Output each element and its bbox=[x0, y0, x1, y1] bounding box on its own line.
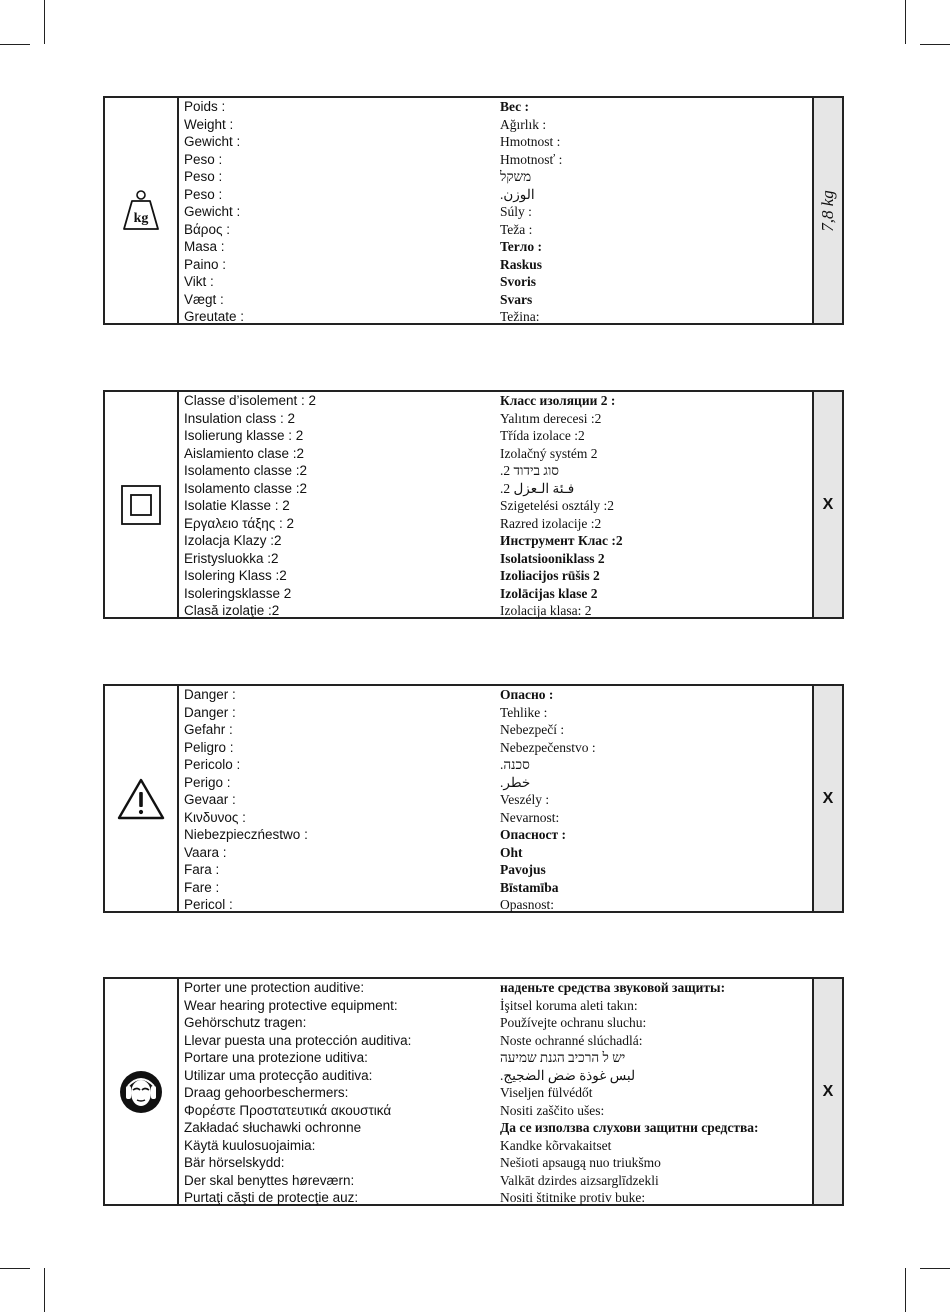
label-cs: Nebezpečí : bbox=[500, 722, 565, 737]
label-bg: Да се използва слухови защитни средства: bbox=[500, 1120, 759, 1135]
label-lt: Svoris bbox=[500, 274, 537, 289]
label-et: Raskus bbox=[500, 256, 543, 272]
label-lt: Izoliacijos rūšis 2 bbox=[500, 568, 600, 583]
label-sk: Hmotnosť : bbox=[500, 151, 563, 167]
insulation-panel bbox=[103, 390, 844, 619]
label-sk: Noste ochranné slúchadlá: bbox=[500, 1032, 643, 1048]
label-nl: Gevaar : bbox=[184, 792, 236, 807]
weight-icon-cell bbox=[105, 98, 179, 323]
label-tr: Ağırlık : bbox=[500, 116, 547, 132]
insulation-value: X bbox=[822, 495, 834, 513]
label-es: Aislamiento clase :2 bbox=[184, 445, 305, 461]
label-es: Peligro : bbox=[184, 739, 234, 755]
label-sl: Nositi zaščito ušes: bbox=[500, 1102, 605, 1118]
label-pl: Zakładać słuchawki ochronne bbox=[184, 1120, 362, 1135]
weight-panel bbox=[103, 96, 844, 325]
label-lt: Pavojus bbox=[500, 862, 546, 877]
label-ru: Опасно : bbox=[500, 687, 554, 702]
weight-value: 7,8 kg bbox=[818, 189, 838, 232]
label-tr: İşitsel koruma aleti takın: bbox=[500, 997, 638, 1013]
label-fr: Classe d’isolement : 2 bbox=[184, 393, 317, 408]
label-hr: Težina: bbox=[500, 309, 540, 324]
insulation-labels-left bbox=[179, 392, 500, 617]
label-el: Κινδυνος : bbox=[184, 809, 246, 825]
label-fi: Paino : bbox=[184, 256, 227, 272]
label-et: Oht bbox=[500, 844, 523, 860]
insulation-labels-right bbox=[500, 392, 812, 617]
label-lv: Valkāt dzirdes aizsarglīdzekli bbox=[500, 1172, 659, 1188]
danger-value-cell bbox=[812, 686, 842, 911]
label-tr: Yalıtım derecesi :2 bbox=[500, 410, 602, 426]
label-sl: Nevarnost: bbox=[500, 809, 560, 825]
warning-triangle-icon bbox=[117, 777, 165, 821]
danger-icon-cell bbox=[105, 686, 179, 911]
label-en: Weight : bbox=[184, 116, 234, 132]
weight-icon-label: kg bbox=[133, 210, 149, 226]
hearing-labels-right bbox=[500, 979, 812, 1204]
weight-labels-left bbox=[179, 98, 500, 323]
label-sk: Nebezpečenstvo : bbox=[500, 739, 596, 755]
label-cs: Hmotnost : bbox=[500, 134, 561, 149]
crop-mark bbox=[905, 1268, 906, 1312]
crop-mark bbox=[44, 1268, 45, 1312]
label-fi: Käytä kuulosuojaimia: bbox=[184, 1137, 316, 1153]
label-es: Llevar puesta una protección auditiva: bbox=[184, 1032, 412, 1048]
crop-mark bbox=[905, 0, 906, 44]
label-pt: Peso : bbox=[184, 186, 223, 202]
label-it: Isolamento classe :2 bbox=[184, 463, 308, 478]
label-ro: Clasă izolaţie :2 bbox=[184, 603, 280, 618]
label-ro: Greutate : bbox=[184, 309, 245, 324]
crop-mark bbox=[0, 44, 30, 45]
label-hr: Opasnost: bbox=[500, 897, 554, 912]
label-pl: Niebezpieczńestwo : bbox=[184, 827, 308, 842]
danger-labels-right bbox=[500, 686, 812, 911]
label-it: Pericolo : bbox=[184, 757, 241, 772]
label-hu: Súly : bbox=[500, 204, 532, 219]
label-et: Isolatsiooniklass 2 bbox=[500, 550, 605, 566]
label-hu: Szigetelési osztály :2 bbox=[500, 498, 614, 513]
danger-labels-left bbox=[179, 686, 500, 911]
label-el: Εργαλειο τάξης : 2 bbox=[184, 515, 295, 531]
label-hr: Nositi štitnike protiv buke: bbox=[500, 1190, 646, 1205]
hearing-icon-cell bbox=[105, 979, 179, 1204]
hearing-protection-icon bbox=[119, 1070, 163, 1114]
label-sl: Teža : bbox=[500, 221, 533, 237]
crop-mark bbox=[0, 1268, 30, 1269]
label-es: Peso : bbox=[184, 151, 223, 167]
label-ro: Pericol : bbox=[184, 897, 233, 912]
weight-kg-icon bbox=[121, 189, 161, 233]
label-it: Portare una protezione uditiva: bbox=[184, 1050, 368, 1065]
label-ro: Purtaţi căşti de protecţie auz: bbox=[184, 1190, 359, 1205]
label-pt: Isolamento classe :2 bbox=[184, 480, 308, 496]
insulation-value-cell bbox=[812, 392, 842, 617]
label-sv: Bär hörselskydd: bbox=[184, 1155, 285, 1170]
hearing-value: X bbox=[822, 1082, 834, 1100]
weight-value-cell bbox=[812, 98, 842, 323]
label-pt: Utilizar uma protecção auditiva: bbox=[184, 1067, 373, 1083]
label-it: Peso : bbox=[184, 169, 223, 184]
label-tr: Tehlike : bbox=[500, 704, 548, 720]
label-cs: Používejte ochranu sluchu: bbox=[500, 1015, 647, 1030]
label-he: משקל bbox=[500, 169, 532, 184]
label-da: Fare : bbox=[184, 879, 220, 895]
label-ru: наденьте средства звуковой защиты: bbox=[500, 980, 726, 995]
danger-panel bbox=[103, 684, 844, 913]
label-en: Wear hearing protective equipment: bbox=[184, 997, 398, 1013]
label-hr: Izolacija klasa: 2 bbox=[500, 603, 592, 618]
label-lv: Bīstamība bbox=[500, 879, 559, 895]
label-ru: Вес : bbox=[500, 99, 530, 114]
label-en: Insulation class : 2 bbox=[184, 410, 296, 426]
label-ar: لبس غوذة ضض الضجيج. bbox=[500, 1067, 636, 1083]
label-ar: الوزن. bbox=[500, 186, 535, 202]
label-ru: Класс изоляции 2 : bbox=[500, 393, 616, 408]
hearing-protection-panel bbox=[103, 977, 844, 1206]
label-lv: Svars bbox=[500, 291, 533, 307]
crop-mark bbox=[920, 1268, 950, 1269]
hearing-labels-left bbox=[179, 979, 500, 1204]
label-pt: Perigo : bbox=[184, 774, 231, 790]
label-nl: Draag gehoorbeschermers: bbox=[184, 1085, 349, 1100]
label-cs: Třída izolace :2 bbox=[500, 428, 585, 443]
label-sv: Vikt : bbox=[184, 274, 214, 289]
label-de: Gefahr : bbox=[184, 722, 233, 737]
label-fr: Poids : bbox=[184, 99, 226, 114]
label-de: Isolierung klasse : 2 bbox=[184, 428, 304, 443]
danger-value: X bbox=[822, 789, 834, 807]
label-fr: Danger : bbox=[184, 687, 236, 702]
label-lv: Izolācijas klase 2 bbox=[500, 585, 598, 601]
label-sv: Fara : bbox=[184, 862, 220, 877]
label-ar: فـئة الـعزل 2. bbox=[500, 480, 575, 496]
label-da: Isoleringsklasse 2 bbox=[184, 585, 292, 601]
label-sl: Razred izolacije :2 bbox=[500, 515, 602, 531]
hearing-value-cell bbox=[812, 979, 842, 1204]
label-lt: Nešioti apsaugą nuo triukšmo bbox=[500, 1155, 661, 1170]
label-fr: Porter une protection auditive: bbox=[184, 980, 365, 995]
label-de: Gewicht : bbox=[184, 134, 241, 149]
label-sk: Izolačný systém 2 bbox=[500, 445, 598, 461]
label-nl: Isolatie Klasse : 2 bbox=[184, 498, 290, 513]
label-fi: Eristysluokka :2 bbox=[184, 550, 279, 566]
label-pl: Izolacja Klazy :2 bbox=[184, 533, 282, 548]
label-pl: Masa : bbox=[184, 239, 225, 254]
label-el: Βάρος : bbox=[184, 221, 231, 237]
label-en: Danger : bbox=[184, 704, 236, 720]
label-da: Vægt : bbox=[184, 291, 224, 307]
label-bg: Опасност : bbox=[500, 827, 567, 842]
crop-mark bbox=[920, 44, 950, 45]
label-hu: Viseljen fülvédőt bbox=[500, 1085, 593, 1100]
label-he: סוג בידוד 2. bbox=[500, 463, 559, 478]
double-insulation-icon bbox=[120, 484, 162, 526]
weight-labels-right bbox=[500, 98, 812, 323]
label-ar: خطر. bbox=[500, 774, 531, 790]
label-et: Kandke kõrvakaitset bbox=[500, 1137, 612, 1153]
label-bg: Инструмент Клас :2 bbox=[500, 533, 623, 548]
label-nl: Gewicht : bbox=[184, 204, 241, 219]
label-he: סכנה. bbox=[500, 757, 530, 772]
label-sv: Isolering Klass :2 bbox=[184, 568, 287, 583]
label-fi: Vaara : bbox=[184, 844, 227, 860]
label-de: Gehörschutz tragen: bbox=[184, 1015, 307, 1030]
crop-mark bbox=[44, 0, 45, 44]
label-he: יש ל הרכיב הגנת שמיעה bbox=[500, 1050, 626, 1065]
label-da: Der skal benyttes høreværn: bbox=[184, 1172, 355, 1188]
label-el: Φορέστε Προστατευτικά ακουστικά bbox=[184, 1102, 392, 1118]
label-bg: Terлo : bbox=[500, 239, 542, 254]
insulation-icon-cell bbox=[105, 392, 179, 617]
label-hu: Veszély : bbox=[500, 792, 550, 807]
